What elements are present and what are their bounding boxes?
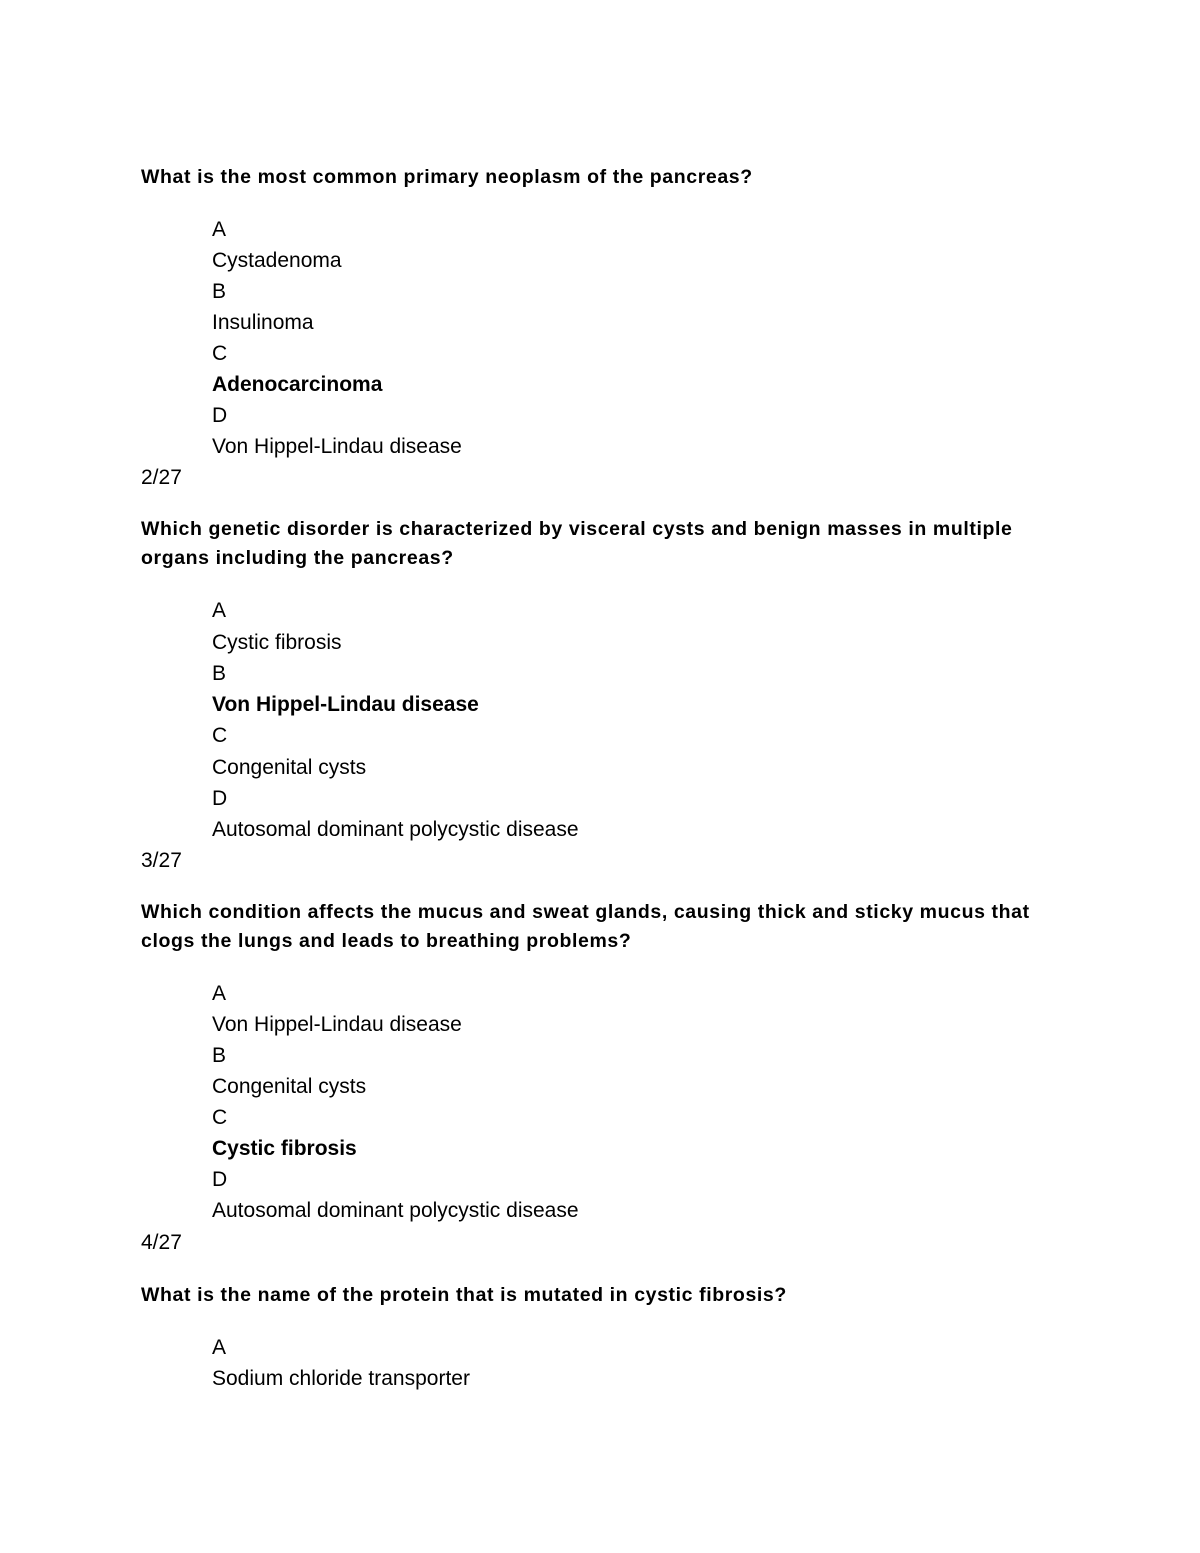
q1-option-d-letter: D [212, 404, 228, 427]
q1-option-c-letter: C [212, 342, 228, 365]
question-counter: 2/27 [141, 466, 182, 489]
q3-option-d-text: Autosomal dominant polycystic disease [212, 1199, 579, 1222]
q3-option-a-text: Von Hippel-Lindau disease [212, 1013, 462, 1036]
q1-option-b-letter: B [212, 280, 227, 303]
q3-option-a-letter: A [212, 982, 227, 1005]
question-1-text: What is the most common primary neoplasm of the pancreas? [141, 166, 753, 188]
q3-option-c-letter: C [212, 1106, 228, 1129]
q1-option-c-text-correct: Adenocarcinoma [212, 373, 383, 396]
q3-option-b-letter: B [212, 1044, 227, 1067]
q4-option-a-letter: A [212, 1336, 227, 1359]
q2-option-b-text-correct: Von Hippel-Lindau disease [212, 693, 479, 716]
q1-option-a-text: Cystadenoma [212, 249, 342, 272]
q1-option-a-letter: A [212, 218, 227, 241]
q2-option-a-text: Cystic fibrosis [212, 631, 342, 654]
q2-option-b-letter: B [212, 662, 227, 685]
question-3-text: Which condition affects the mucus and sweat glands, causing thick and sticky mucus that clogs the lungs and leads to breathing problems? [141, 901, 1036, 952]
q2-option-c-text: Congenital cysts [212, 756, 367, 779]
question-4-text: What is the name of the protein that is mutated in cystic fibrosis? [141, 1284, 787, 1306]
q1-option-b-text: Insulinoma [212, 311, 314, 334]
q3-option-c-text-correct: Cystic fibrosis [212, 1137, 357, 1160]
q3-option-d-letter: D [212, 1168, 228, 1191]
q2-option-d-text: Autosomal dominant polycystic disease [212, 818, 579, 841]
question-counter: 3/27 [141, 849, 182, 872]
q2-option-c-letter: C [212, 724, 228, 747]
question-counter: 4/27 [141, 1231, 182, 1254]
q2-option-a-letter: A [212, 599, 227, 622]
question-2-text: Which genetic disorder is characterized by visceral cysts and benign masses in multiple organs including the pancreas? [141, 518, 1019, 569]
q3-option-b-text: Congenital cysts [212, 1075, 367, 1098]
q1-option-d-text: Von Hippel-Lindau disease [212, 435, 462, 458]
q2-option-d-letter: D [212, 787, 228, 810]
q4-option-a-text: Sodium chloride transporter [212, 1367, 470, 1390]
